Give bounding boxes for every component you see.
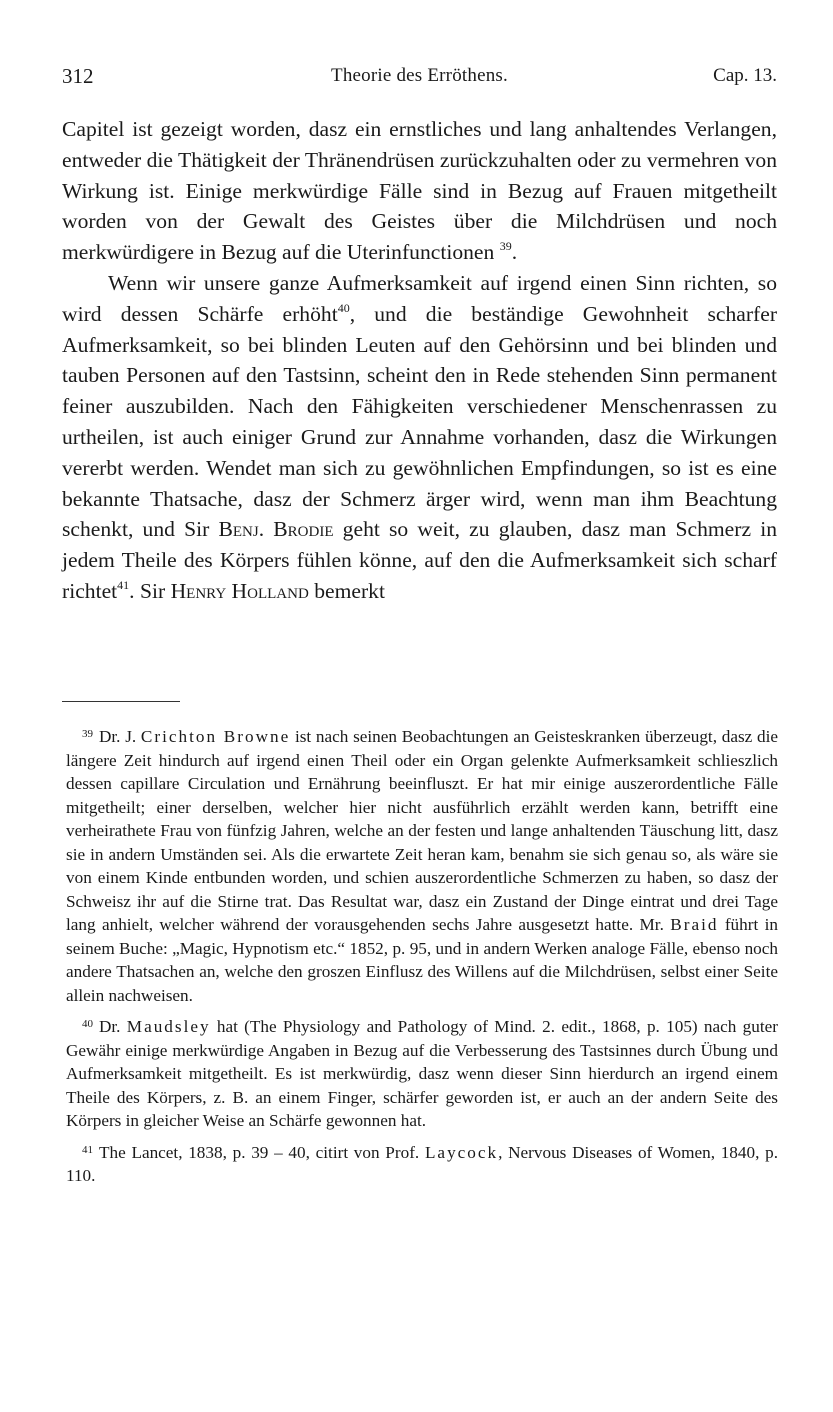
footnote-ref-41[interactable]: 41 xyxy=(117,577,130,592)
paragraph-1 xyxy=(62,114,777,268)
footnote-number: 41 xyxy=(82,1143,93,1156)
paragraph-text: Wenn wir unsere ganze Aufmerksamkeit auf irgend einen Sinn richten, so wird dessen Schärfe erhöht xyxy=(62,270,777,326)
footnote-ref-40[interactable]: 40 xyxy=(337,300,350,315)
paragraph-text: , und die beständige Gewohnheit scharfer Aufmerksamkeit, so bei blinden Leuten auf den Gehörsinn und bei blinden und tauben Personen auf den Tastsinn, scheint den in Rede stehenden Sinn permanent feiner auszubilden. Nach den Fähigkeiten verschiedener Menschenrassen zu urtheilen, ist auch einiger Grund zur Annahme vorhanden, dasz die Wirkungen vererbt werden. Wendet man sich zu gewöhnlichen Empfindungen, so ist es eine bekannte Thatsache, dasz der Schmerz ärger wird, wenn man ihm Beachtung schenkt, und Sir xyxy=(62,301,778,542)
paragraph-text: bemerkt xyxy=(308,578,385,603)
chapter-label: Cap. 13. xyxy=(713,65,777,86)
footnote-text: The Lancet, 1838, p. 39 – 40, citirt von Prof. xyxy=(99,1142,425,1162)
person-name: Maudsley xyxy=(126,1017,211,1036)
footnote-number: 40 xyxy=(82,1018,93,1030)
footnote-text: führt in seinem Buche: „Magic, Hypnotism etc.“ 1852, p. 95, und in andern Werken analoge Fälle, ebenso noch andere Thatsachen an, welche den groszen Einflusz des Willens auf die Milchdrüsen, selbst einer Seite allein nachweisen. xyxy=(66,915,779,1005)
person-name: Henry Holland xyxy=(170,578,309,603)
footnote-text: hat (The Physiology and Pathology of Mind. 2. edit., 1868, p. 105) nach guter Gewähr einige merkwürdige Angaben in Bezug auf die Verbesserung des Tastsinnes durch Übung und Aufmerksamkeit mitgetheilt. Es ist merkwürdig, dasz wenn dieser Sinn hierdurch an irgend einem Theile des Körpers, z. B. an einem Finger, schärfer geworden ist, er auch an der andern Seite des Körpers in gleicher Weise an Schärfe gewonnen hat. xyxy=(66,1017,778,1130)
person-name: Crichton Browne xyxy=(140,727,291,746)
main-text xyxy=(62,114,777,607)
footnote-text: Dr. J. xyxy=(99,727,141,746)
paragraph-text: Capitel ist gezeigt worden, dasz ein ernstliches und lang anhaltendes Verlangen, entweder die Thätigkeit der Thränendrüsen zurückzuhalten oder zu vermehren von Wirkung ist. Einige merkwürdige Fälle sind in Bezug auf Frauen mitgetheilt worden von der Gewalt des Geistes über die Milchdrüsen und noch merkwürdigere in Bezug auf die Uterinfunctionen xyxy=(62,117,777,265)
running-title: Theorie des Erröthens. xyxy=(331,65,508,86)
person-name: Benj. Brodie xyxy=(218,517,334,542)
footnote-text: , Nervous Diseases of Women, 1840, p. 110. xyxy=(66,1142,778,1185)
footnotes xyxy=(66,723,778,1194)
footnote-ref-39[interactable]: 39 xyxy=(499,239,512,254)
person-name: Braid xyxy=(670,915,719,934)
footnote-39 xyxy=(66,723,778,1007)
footnote-40 xyxy=(66,1013,778,1133)
footnote-divider xyxy=(62,701,180,702)
paragraph-2 xyxy=(62,268,777,607)
paragraph-text: geht so weit, zu glauben, dasz man Schmerz in jedem Theile des Körpers fühlen könne, auf den die Aufmerksamkeit sich scharf richtet xyxy=(62,517,778,603)
footnote-number: 39 xyxy=(82,728,93,740)
footnote-text: ist nach seinen Beobachtungen an Geisteskranken überzeugt, dasz die längere Zeit hindurch auf irgend einen Theil oder ein Organ gelenkte Aufmerksamkeit schlieszlich dessen capillare Circulation und Ernährung beeinfluszt. Er hat mir einige auszerordentliche Fälle mitgetheilt; einer derselben, welcher hier nicht ausführlich erzählt werden kann, betrifft eine verheirathete Frau von fünfzig Jahren, welche an der festen und lange anhaltenden Täuschung litt, dasz sie in andern Umständen sei. Als die erwartete Zeit heran kam, benahm sie sich genau so, als wäre sie von einem Kinde entbunden worden, und schien auszerordentliche Schmerzen zu haben, so dasz der Schweisz ihr auf die Stirne trat. Das Resultat war, dasz ein Zustand der Dinge eintrat und drei Tage lang anhielt, welcher während der vorausgehenden sechs Jahre ausgesetzt hatte. Mr. xyxy=(66,727,778,934)
running-header xyxy=(62,64,777,92)
footnote-41 xyxy=(66,1139,778,1188)
footnote-text: Dr. xyxy=(99,1017,127,1036)
person-name: Laycock xyxy=(424,1142,499,1162)
paragraph-text: . xyxy=(511,240,518,265)
paragraph-text: . Sir xyxy=(129,578,171,603)
page-number: 312 xyxy=(62,64,94,88)
